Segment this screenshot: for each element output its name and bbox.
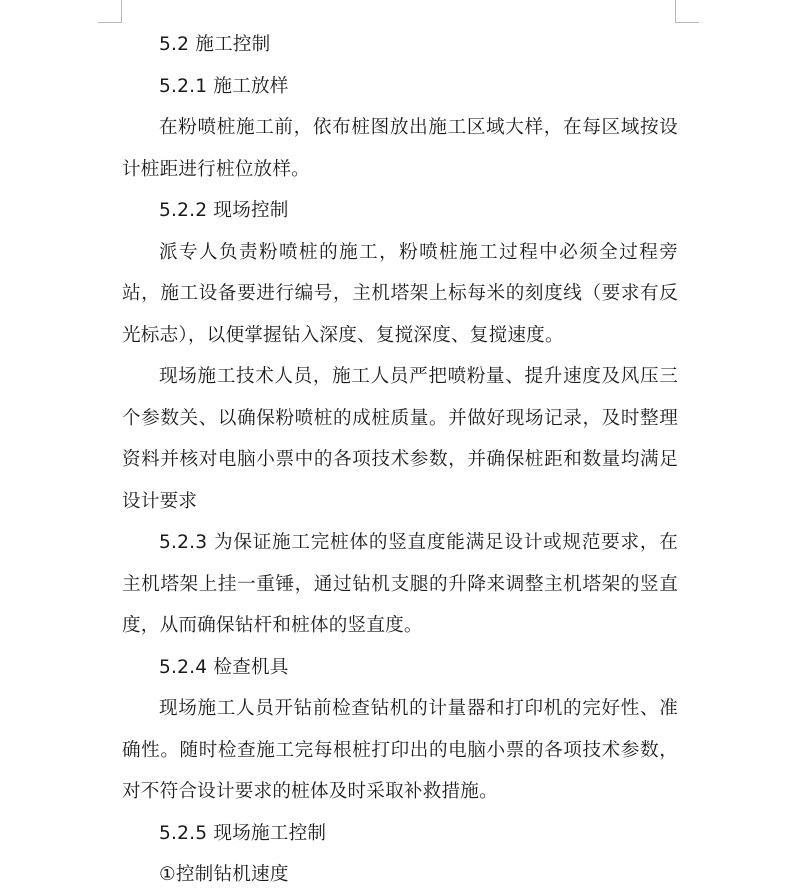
heading-5-2-2: 5.2.2 现场控制 — [159, 200, 289, 221]
document-body[interactable] — [122, 24, 678, 896]
heading-5-2: 5.2 施工控制 — [159, 34, 271, 55]
heading-5-2-5: 5.2.5 现场施工控制 — [159, 822, 327, 844]
corner-mark-left — [121, 0, 122, 22]
heading-5-2-1: 5.2.1 施工放样 — [159, 75, 289, 97]
corner-mark-left-horizontal — [98, 22, 122, 23]
heading-5-2-4: 5.2.4 检查机具 — [159, 656, 289, 678]
paragraph-verticality: 5.2.3 为保证施工完桩体的竖直度能满足设计或规范要求，在主机塔架上挂一重锤，通过钻机支腿的升降来调整主机塔架的竖直度，从而确保钻杆和桩体的竖直度。 — [122, 532, 678, 636]
corner-mark-right-horizontal — [675, 22, 699, 23]
paragraph-site-supervision: 派专人负责粉喷桩的施工，粉喷桩施工过程中必须全过程旁站，施工设备要进行编号，主机塔架上标每米的刻度线（要求有反光标志），以便掌握钻入深度、复搅深度、复搅速度。 — [122, 241, 678, 346]
paragraph-equipment-check: 现场施工人员开钻前检查钻机的计量器和打印机的完好性、准确性。随时检查施工完每根桩打印出的电脑小票的各项技术参数，对不符合设计要求的桩体及时采取补救措施。 — [122, 698, 678, 802]
paragraph-technical-staff: 现场施工技术人员，施工人员严把喷粉量、提升速度及风压三个参数关、以确保粉喷桩的成桩质量。并做好现场记录，及时整理资料并核对电脑小票中的各项技术参数，并确保桩距和数量均满足设计要求 — [122, 366, 678, 512]
list-item-drill-speed: ①控制钻机速度 — [159, 864, 289, 885]
corner-mark-right — [675, 0, 676, 22]
paragraph-setting-out: 在粉喷桩施工前，依布桩图放出施工区域大样，在每区域按设计桩距进行桩位放样。 — [122, 117, 678, 180]
